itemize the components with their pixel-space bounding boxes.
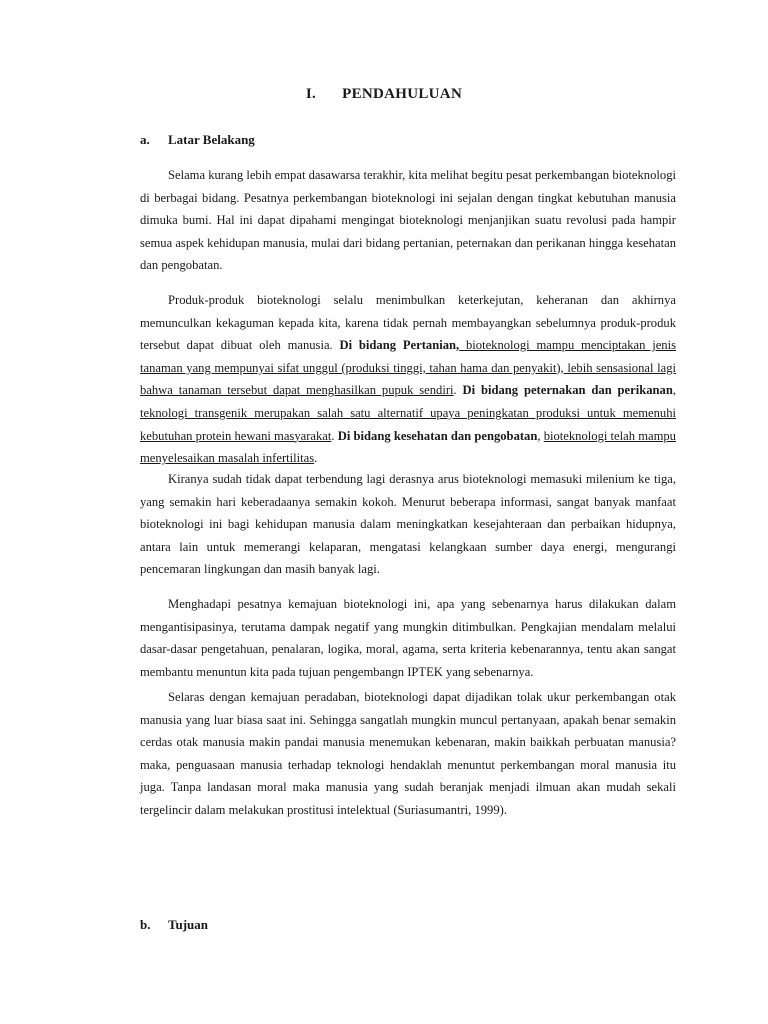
paragraph-4: Menghadapi pesatnya kemajuan bioteknologi ini, apa yang sebenarnya harus dilakukan dalam mengantisipasinya, terutama dampak negatif yang mungkin ditimbulkan. Pengkajian mendalam melalui dasar-dasar pengetahuan, penalaran, logika, moral, agama, serta kriteria kebenarannya, tentu akan sangat membantu menuntun kita pada tujuan pengembangn IPTEK yang sebenarnya.: [140, 597, 676, 679]
p2-underline-peternakan: teknologi transgenik merupakan salah satu alternatif upaya peningkatan produksi untuk memenuhi kebutuhan protein hewani masyarakat: [140, 405, 676, 443]
chapter-title: [0, 86, 768, 103]
paragraph-5: Selaras dengan kemajuan peradaban, bioteknologi dapat dijadikan tolak ukur perkembangan otak manusia yang luar biasa saat ini. Sehingga sangatlah mungkin muncul pertanyaan, apakah benar semakin cerdas otak manusia makin pandai manusia menemukan kebenaran, makin baikkah perbuatan manusia? maka, penguasaan manusia terhadap teknologi hendaklah menuntut perkembangan moral manusia itu juga. Tanpa landasan moral maka manusia yang sudah beranjak menjadi ilmuan akan mudah sekali tergelincir dalam melakukan prostitusi intelektual (Suriasumantri, 1999).: [140, 690, 676, 817]
p2-punct-4: ,: [537, 428, 541, 443]
p2-sentence-1: Produk-produk bioteknologi selalu menimbulkan keterkejutan, keheranan dan akhirnya memunculkan kekaguman kepada kita, karena tidak pernah membayangkan sebelumnya produk-produk tersebut dapat dibuat oleh manusia.: [140, 293, 676, 353]
section-heading-a: [140, 132, 255, 148]
section-label-a: Latar Belakang: [168, 132, 255, 147]
section-letter-a: a.: [140, 132, 150, 147]
p2-punct-1: .: [453, 383, 457, 398]
paragraph-2: [140, 289, 676, 470]
section-heading-b: [140, 917, 208, 933]
p2-punct-3: .: [331, 428, 335, 443]
p2-punct-2: ,: [672, 383, 676, 398]
p2-bold-kesehatan: Di bidang kesehatan dan pengobatan: [337, 428, 538, 443]
p2-underline-pertanian: bioteknologi mampu menciptakan jenis tanaman yang mempunyai sifat unggul (produksi tinggi, tahan hama dan penyakit), lebih sensasional lagi bahwa tanaman tersebut dapat menghasilkan pupuk sendiri: [140, 338, 677, 398]
p2-punct-5: .: [314, 451, 318, 466]
p2-bold-peternakan: Di bidang peternakan dan perikanan: [462, 383, 673, 398]
p2-underline-kesehatan: bioteknologi telah mampu menyelesaikan masalah infertilitas: [140, 428, 676, 466]
section-letter-b: b.: [140, 917, 151, 932]
p2-bold-pertanian: Di bidang Pertanian,: [339, 338, 460, 353]
chapter-number: I.: [305, 86, 317, 102]
paragraph-1: Selama kurang lebih empat dasawarsa terakhir, kita melihat begitu pesat perkembangan bioteknologi di berbagai bidang. Pesatnya perkembangan bioteknologi ini sejalan dengan tingkat kebutuhan manusia dimuka bumi. Hal ini dapat dipahami mengingat bioteknologi menjanjikan suatu revolusi pada hampir semua aspek kehidupan manusia, mulai dari bidang pertanian, peternakan dan perikanan hingga kesehatan dan pengobatan.: [140, 168, 676, 273]
section-label-b: Tujuan: [168, 917, 208, 932]
chapter-title-text: PENDAHULUAN: [342, 86, 463, 102]
paragraph-3: Kiranya sudah tidak dapat terbendung lagi derasnya arus bioteknologi memasuki milenium ke tiga, yang semakin hari keberadaanya semakin kokoh. Menurut beberapa informasi, sangat banyak manfaat bioteknologi ini bagi kehidupan manusia dalam meningkatkan kesejahteraan dan perbaikan hidupnya, antara lain untuk memerangi kelaparan, mengatasi kelangkaan sumber daya energi, mengurangi pencemaran lingkungan dan masih banyak lagi.: [140, 472, 676, 577]
